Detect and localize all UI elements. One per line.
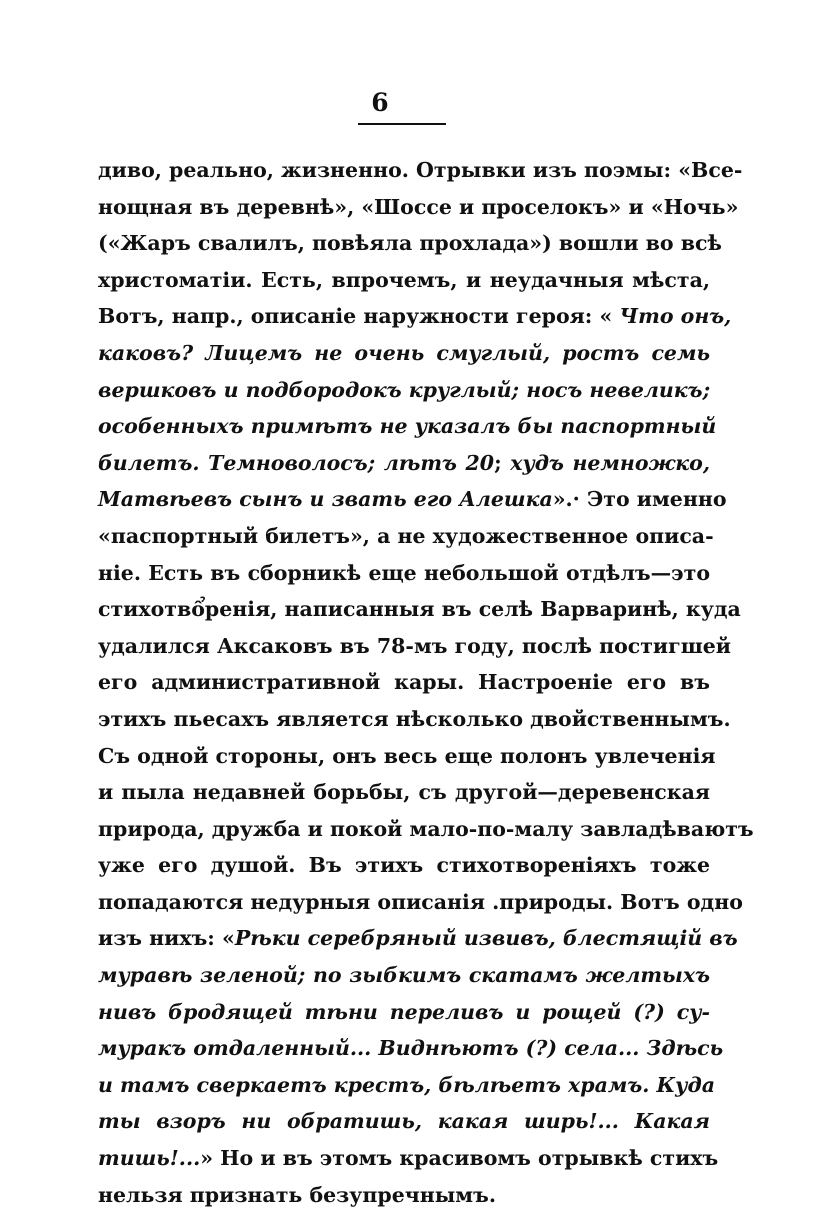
- italic-text-segment: Матвѣевъ сынъ и звать его Алешка: [98, 487, 553, 512]
- text-segment: и пыла недавней борьбы, съ другой—деревенская: [98, 780, 710, 805]
- text-line: [98, 372, 710, 409]
- text-segment: христоматіи. Есть, впрочемъ, и неудачныя мѣста,: [98, 267, 710, 292]
- page-number-rule: [358, 123, 446, 125]
- text-segment: Вотъ, напр., описаніе наружности героя: «: [98, 304, 620, 329]
- text-line: [98, 1177, 710, 1213]
- text-line: [98, 445, 710, 482]
- text-line: [98, 811, 754, 848]
- text-segment: удалился Аксаковъ въ 78-мъ году, послѣ постигшей: [98, 633, 731, 658]
- text-line: [98, 628, 731, 665]
- text-line: [98, 1140, 719, 1177]
- text-segment: стихотвổренія, написанныя въ селѣ Варваринѣ, куда: [98, 597, 741, 622]
- text-line: [98, 1030, 724, 1067]
- italic-text-segment: тишь!...: [98, 1146, 201, 1171]
- text-line: [98, 591, 741, 628]
- italic-text-segment: каковъ? Лицемъ не очень смуглый, ростъ семь: [98, 340, 710, 365]
- italic-text-segment: ты взоръ ни обратишь, какая ширь!... Какая: [98, 1109, 710, 1134]
- italic-text-segment: муравѣ зеленой; по зыбкимъ скатамъ желтыхъ: [98, 963, 710, 988]
- text-line: [98, 957, 710, 994]
- text-segment: нощная въ деревнѣ», «Шоссе и проселокъ» и «Ночь»: [98, 194, 739, 219]
- body-text: [98, 152, 754, 1213]
- text-segment: ;: [494, 450, 511, 475]
- text-segment: этихъ пьесахъ является нѣсколько двойственнымъ.: [98, 706, 731, 731]
- text-segment: природа, дружба и покой мало-по-малу завладѣваютъ: [98, 816, 754, 841]
- text-line: [98, 152, 743, 189]
- text-line: [98, 555, 710, 592]
- italic-text-segment: Что онъ,: [619, 304, 732, 329]
- text-segment: » Но и въ этомъ красивомъ отрывкѣ стихъ: [200, 1146, 719, 1171]
- text-segment: попадаются недурныя описанія .природы. Вотъ одно: [98, 889, 743, 914]
- text-line: [98, 1103, 710, 1140]
- text-line: [98, 335, 710, 372]
- italic-text-segment: особенныхъ примѣтъ не указалъ бы паспортный: [98, 414, 717, 439]
- text-line: [98, 774, 710, 811]
- text-line: [98, 262, 710, 299]
- text-line: [98, 738, 716, 775]
- text-line: [98, 189, 739, 226]
- text-line: [98, 225, 722, 262]
- text-segment: «паспортный билетъ», а не художественное описа-: [98, 523, 714, 548]
- text-line: [98, 408, 717, 445]
- text-segment: ».· Это именно: [552, 487, 727, 512]
- text-line: [98, 298, 732, 335]
- text-line: [98, 701, 731, 738]
- page-number: 6: [371, 88, 389, 117]
- italic-text-segment: худъ немножко,: [510, 450, 710, 475]
- text-line: [98, 481, 727, 518]
- italic-text-segment: вершковъ и подбородокъ круглый; носъ невеликъ;: [98, 377, 711, 402]
- text-segment: нельзя признать безупречнымъ.: [98, 1182, 496, 1207]
- italic-text-segment: муракъ отдаленный... Виднѣютъ (?) села... Здѣсь: [98, 1036, 724, 1061]
- text-line: [98, 920, 738, 957]
- text-line: [98, 994, 710, 1031]
- italic-text-segment: билетъ. Темноволосъ; лѣтъ 20: [98, 450, 495, 475]
- text-line: [98, 664, 710, 701]
- text-segment: («Жаръ свалилъ, повѣяла прохлада») вошли во всѣ: [98, 231, 722, 256]
- italic-text-segment: Рѣки серебряный извивъ, блестящій въ: [234, 926, 738, 951]
- text-line: [98, 518, 714, 555]
- italic-text-segment: и тамъ сверкаетъ крестъ, бѣлѣетъ храмъ. Куда: [98, 1072, 715, 1097]
- italic-text-segment: нивъ бродящей тѣни переливъ и рощей (?) су-: [98, 999, 710, 1024]
- text-segment: изъ нихъ: «: [98, 926, 235, 951]
- text-segment: Съ одной стороны, онъ весь еще полонъ увлеченія: [98, 743, 716, 768]
- text-segment: ніе. Есть въ сборникѣ еще небольшой отдѣлъ—это: [98, 560, 710, 585]
- text-segment: диво, реально, жизненно. Отрывки изъ поэмы: «Все-: [98, 158, 743, 182]
- text-line: [98, 884, 743, 921]
- text-segment: уже его душой. Въ этихъ стихотвореніяхъ тоже: [98, 853, 710, 878]
- text-line: [98, 1067, 715, 1104]
- text-segment: его административной кары. Настроеніе его въ: [98, 670, 710, 695]
- text-line: [98, 847, 710, 884]
